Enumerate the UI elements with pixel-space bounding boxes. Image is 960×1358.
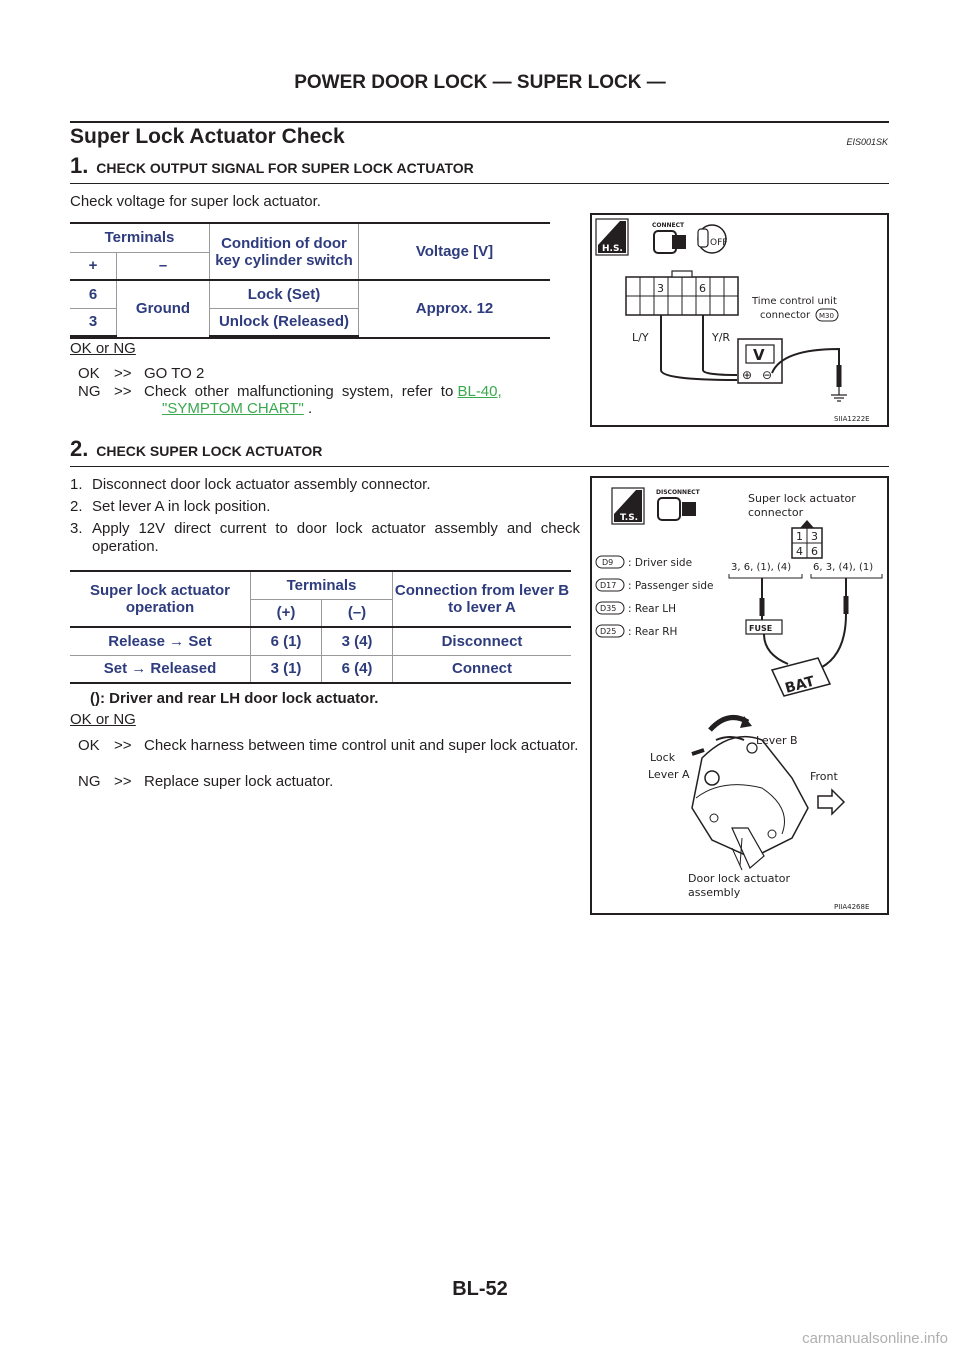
link-symptom-chart[interactable]: "SYMPTOM CHART"	[162, 400, 304, 417]
fig2-title-line1: Super lock actuator	[748, 492, 856, 505]
th-operation: Super lock actuator operation	[70, 571, 251, 627]
svg-text:4: 4	[796, 545, 803, 558]
step2-ng-text: Replace super lock actuator.	[144, 773, 334, 790]
step1-intro: Check voltage for super lock actuator.	[70, 193, 321, 210]
disconnect-label: DISCONNECT	[656, 489, 700, 496]
connect-label: CONNECT	[652, 222, 685, 229]
step2-number: 2.	[70, 436, 89, 461]
hs-icon	[596, 219, 628, 255]
th-minus2: (–)	[322, 599, 393, 627]
step2-item: 3. Apply 12V direct current to door lock actuator assembly and check operation.	[70, 520, 580, 555]
cell-ground: Ground	[117, 280, 210, 336]
svg-text:: Rear LH: : Rear LH	[628, 603, 676, 615]
wire-yr: Y/R	[712, 331, 731, 344]
step1-ok-or-ng: OK or NG	[70, 340, 136, 357]
ts-label: T.S.	[620, 513, 639, 523]
section-code: EIS001SK	[846, 137, 888, 147]
unit-line1: Time control unit	[752, 296, 837, 307]
step1-heading	[70, 153, 474, 179]
svg-text:D35: D35	[600, 604, 617, 613]
svg-text:D25: D25	[600, 627, 617, 636]
step1-ng-arrow: >>	[114, 383, 132, 400]
cell-plus-1: 6	[70, 280, 117, 308]
step1-ok-text: GO TO 2	[144, 365, 205, 382]
lock-label: Lock	[650, 751, 676, 764]
left-terminals: 3, 6, (1), (4)	[731, 562, 792, 573]
wire-ly: L/Y	[632, 331, 649, 344]
svg-text:6: 6	[811, 545, 818, 558]
ts-icon	[612, 488, 644, 524]
step2-ok-text: Check harness between time control unit and super lock actuator.	[144, 737, 579, 754]
step2-ng-label: NG	[78, 773, 101, 790]
step1-ok-arrow: >>	[114, 365, 132, 382]
disconnect-icon	[656, 489, 701, 520]
page-number: BL-52	[452, 1278, 508, 1300]
front-arrow-icon	[818, 790, 844, 814]
svg-text:: Rear RH: : Rear RH	[628, 626, 678, 638]
step1-title: CHECK OUTPUT SIGNAL FOR SUPER LOCK ACTUATOR	[96, 160, 474, 176]
actuator-connector	[792, 520, 822, 558]
step2-ng-line	[78, 773, 583, 790]
page-header: POWER DOOR LOCK — SUPER LOCK —	[294, 72, 666, 93]
hs-label: H.S.	[602, 244, 623, 254]
step2-ok-line	[78, 737, 583, 755]
link-bl40[interactable]: BL-40,	[457, 383, 502, 400]
fuse-label: FUSE	[749, 624, 773, 633]
th-condition: Condition of door key cylinder switch	[210, 223, 359, 280]
step2-item: 2. Set lever A in lock position.	[70, 498, 271, 515]
cell-cond-2: Unlock (Released)	[210, 308, 359, 336]
header-rule	[70, 121, 889, 123]
connector-id: M30	[819, 312, 834, 320]
front-label: Front	[810, 770, 838, 783]
figure1-code: SIIA1222E	[834, 415, 870, 423]
th-minus: –	[117, 252, 210, 280]
cell-cond-1: Lock (Set)	[210, 280, 359, 308]
step2-ok-label: OK	[78, 737, 100, 754]
figure2-drawing	[592, 478, 887, 913]
step2-rule	[70, 466, 889, 467]
step2-item: 1. Disconnect door lock actuator assembly connector.	[70, 476, 431, 493]
step2-list	[70, 476, 580, 556]
svg-text:: Driver side: : Driver side	[628, 557, 693, 569]
step1-voltage-table	[70, 222, 550, 339]
step2-ok-or-ng: OK or NG	[70, 711, 136, 728]
step1-ng-end: .	[307, 400, 313, 417]
step2-ng-arrow: >>	[114, 773, 132, 790]
cell-voltage: Approx. 12	[359, 280, 551, 336]
pin-3-label: 3	[657, 282, 664, 295]
step1-ng-label: NG	[78, 383, 101, 400]
th-connection: Connection from lever B to lever A	[393, 571, 572, 627]
lever-a-label: Lever A	[648, 768, 690, 781]
section-title: Super Lock Actuator Check	[70, 125, 345, 148]
connect-icon	[652, 222, 686, 253]
watermark: carmanualsonline.info	[802, 1330, 948, 1347]
th-voltage: Voltage [V]	[359, 223, 551, 280]
svg-text:1: 1	[796, 530, 803, 543]
figure2-code: PIIA4268E	[834, 903, 870, 911]
step1-number: 1.	[70, 153, 89, 178]
th-plus2: (+)	[251, 599, 322, 627]
th-terminals2: Terminals	[251, 571, 393, 599]
meter-label: V	[753, 346, 765, 364]
svg-text:D9: D9	[602, 558, 614, 567]
step1-ng-text: Check other malfunctioning system, refer to	[144, 383, 454, 400]
meter-plus: ⊕	[742, 368, 753, 382]
ignition-off-icon	[698, 225, 727, 253]
step2-title: CHECK SUPER LOCK ACTUATOR	[96, 443, 323, 459]
step2-operation-table	[70, 570, 571, 684]
svg-text:D17: D17	[600, 581, 617, 590]
meter-minus: ⊖	[762, 368, 773, 382]
step1-ng-line	[78, 383, 583, 400]
assembly-line1: Door lock actuator	[688, 872, 791, 885]
unit-line2: connector	[760, 310, 811, 321]
svg-text:: Passenger side: : Passenger side	[628, 580, 714, 592]
right-terminals: 6, 3, (4), (1)	[813, 562, 874, 573]
battery-icon	[772, 658, 830, 697]
step1-rule	[70, 183, 889, 184]
step2-ok-arrow: >>	[114, 737, 132, 754]
th-terminals: Terminals	[70, 223, 210, 252]
time-control-connector	[626, 271, 738, 315]
figure1-drawing	[592, 215, 887, 425]
figure-super-lock-actuator	[590, 476, 889, 915]
assembly-line2: assembly	[688, 886, 741, 899]
th-plus: +	[70, 252, 117, 280]
figure-time-control-unit	[590, 213, 889, 427]
pin-6-label: 6	[699, 282, 706, 295]
step2-heading	[70, 436, 322, 462]
voltmeter-icon	[738, 339, 782, 383]
legend	[596, 556, 714, 638]
off-label: OFF	[710, 238, 728, 248]
table-row: Release → Set 6 (1) 3 (4) Disconnect	[70, 627, 571, 655]
fig2-title-line2: connector	[748, 506, 804, 519]
step1-ok-label: OK	[78, 365, 100, 382]
step1-ng-line2	[162, 400, 312, 417]
table-row: Set → Released 3 (1) 6 (4) Connect	[70, 655, 571, 683]
cell-plus-2: 3	[70, 308, 117, 336]
step1-ok-line	[78, 365, 583, 382]
svg-text:3: 3	[811, 530, 818, 543]
step2-note: (): Driver and rear LH door lock actuator.	[90, 690, 379, 707]
battery-label: BAT	[783, 673, 817, 697]
door-lock-actuator-illustration	[692, 737, 808, 868]
lever-b-label: Lever B	[756, 734, 798, 747]
